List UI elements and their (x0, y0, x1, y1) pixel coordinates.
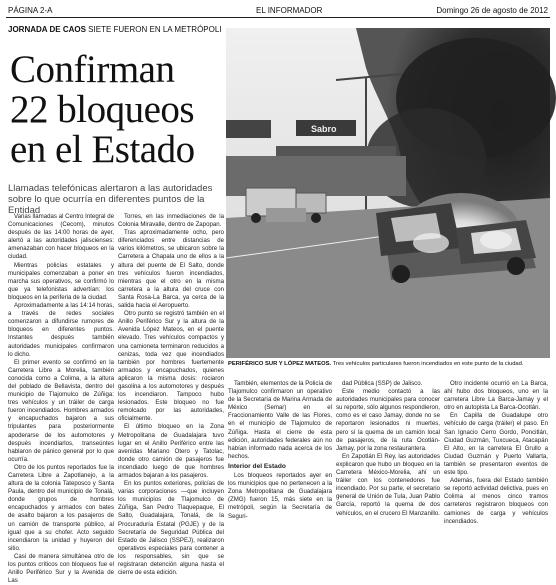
page-label: PÁGINA 2-A (8, 6, 53, 15)
paragraph: El primer evento se confirmó en la Carretera Libre a Morelia, también conocida como a Colima, a la altura del poblado de Bellavista, dentro del municipio de Tlajomulco de Zúñiga: tres vehículos y un tráiler de carga fueron incendiados. Hombres armados y encapuchados bajaron a sus tripulantes para posteriormente apoderarse de los automotores y después incendiarlos, transeúntes hablaron de pánico general por lo que ocurría. (8, 358, 114, 463)
text-column-4 (336, 380, 440, 517)
headline (10, 50, 225, 170)
paragraph: En Zapotlán El Rey, las autoridades explicaron que hubo un bloqueo en la Carretera México-Morelia, ahí un tráiler con los contenedores fue incendiado. Por su parte, el secretario general de Unión de Tula, Juan Pablo García, reportó la quema de dos vehículos, en el crucero El Manzanillo. (336, 452, 440, 517)
headline-line: 22 bloqueos (10, 88, 195, 131)
paragraph: Mientras policías estatales y municipales comenzaban a poner en marcha sus operativos, se confirmó lo que ya telefonistas advertían: los bloqueos en la periferia de la ciudad. (8, 261, 114, 301)
paragraph: Los bloqueos reportados ayer en los municipios que no pertenecen a la Zona Metropolitana de Guadalajara (ZMG) fueron 15, más siete en la metrópoli, según la Secretaría de Seguri- (228, 472, 332, 520)
paragraph: Varias llamadas al Centro Integral de Comunicaciones (Cecom), minutos después de las 14:00 horas de ayer, alertó a las autoridades jaliscienses: amenazaban con hacer bloqueos en la ciudad. (8, 213, 114, 261)
caption-text: Tres vehículos particulares fueron incendiados en este punto de la ciudad. (332, 361, 524, 367)
text-column-1 (8, 213, 114, 585)
kicker-rest: SIETE FUERON EN LA METRÓPOLI (88, 25, 222, 34)
paragraph: Este medio contactó a las autoridades municipales para conocer su reporte, sólo algunos respondieron, como es el caso Jamay, donde no se reportaron lesionados ni muertes, pero sí la quema de un camión local de pasajeros, de la ruta Ocotlán-Jamay, por la zona restaurantera. (336, 388, 440, 452)
paragraph: En los puntos exteriores, policías de varias corporaciones —que incluyen los municipios de Tlajomulco de Zúñiga, San Pedro Tlaquepaque, El Salto, Guadalajara, Tonalá, de la Procuraduría Estatal (PGJE) y de la Secretaría de Seguridad Pública del Estado de Jalisco (SSPEJ), realizaron operativos especiales para contener a los responsables, sin que se registraran detención alguna hasta el cierre de esta edición. (118, 480, 224, 577)
news-photo (226, 28, 550, 358)
billboard-text: Sabro (311, 124, 337, 134)
headline-line: Confirman (10, 48, 175, 91)
header-rule (6, 17, 550, 18)
issue-date: Domingo 26 de agosto de 2012 (436, 6, 548, 15)
kicker-bold: JORNADA DE CAOS (8, 25, 86, 34)
headline-line: en el Estado (10, 128, 195, 171)
paragraph: El último bloqueo en la Zona Metropolitana de Guadalajara tuvo lugar en el Anillo Periférico entre las avenidas Mariano Otero y Tatolac, donde otro camión de pasajeros fue incendiado luego de que hombres armados bajaran a los pasajeros. (118, 423, 224, 479)
paragraph: Torres, en las inmediaciones de la Colonia Miravalle, dentro de Zapopan. (118, 213, 224, 229)
caption-credit: PERIFÉRICO SUR Y LÓPEZ MATEOS. (228, 361, 332, 367)
section-subhead: Interior del Estado (228, 462, 286, 470)
photo-caption (228, 361, 548, 368)
page-header (6, 4, 550, 16)
paragraph: Otro incidente ocurrió en La Barca, ahí hubo dos bloqueos, uno en la carretera Libre La Barca-Jamay y el otro en autopista La Barca-Ocotlán. (444, 380, 548, 412)
text-column-2 (118, 213, 224, 577)
newspaper-name: EL INFORMADOR (256, 6, 323, 15)
paragraph: En Capilla de Guadalupe otro vehículo de carga (tráiler) el paso. En San Ignacio Cerro Gordo, Poncitlán, Ciudad Guzmán, Tuxcueca, Atacapán El Alto, en la carretera El Grullo a Ciudad Guzmán y Puerto Vallarta, también se presentaron eventos de este tipo. (444, 412, 548, 477)
paragraph: Casi de manera simultánea otro de los puntos críticos con bloqueos fue el Anillo Periférico Sur y la Avenida de Las (8, 552, 114, 585)
subheadline: Llamadas telefónicas alertaron a las autoridades sobre lo que ocurría en diferentes puntos de la Entidad (8, 183, 213, 216)
burning-cars-photo (226, 28, 550, 358)
paragraph: Otro de los puntos reportados fue la Carretera Libre a Zapotlanejo, a la altura de la colonia Tateposco y Santa Paula, dentro del municipio de Tonalá, donde grupos de hombres encapuchados y armados con bates de asalto bajaron a los pasajeros de un camión de transporte público, al igual que a su chofer. Acto seguido incendiaron la unidad y huyeron del sitio. (8, 463, 114, 552)
paragraph: Tras aproximadamente ocho, pero diferenciados entre distancias de varios kilómetros, se ubicaron sobre la Carretera a Chapala uno de ellos a la altura del puente de El Salto, donde tres vehículos fueron incendiados, mientras que el otro en la misma carretera a la altura del cruce con Santa Rosa-La Barca, ya cerca de la salida hacia el Aeropuerto. (118, 229, 224, 310)
paragraph: Otro punto se registró también en el Anillo Periférico Sur y la altura de la Avenida López Mateos, en el puente elevado. Tres vehículos compactos y una camioneta terminaron reducidos a cenizas, toda vez que incendiados también por hombres fuertemente armados y encapuchados, quienes aplicaron la misma dosis: rociaron gasolina a los automotores y después los incendiaron. Tampoco hubo lesionados. Este bloqueo no fue remolcado por las autoridades, oficialmente. (118, 310, 224, 423)
paragraph: Aproximadamente a las 14:14 horas, a través de redes sociales comenzaron a difundirse rumores de bloqueos en diferentes puntos. Instantes después también autoridades municipales confirmaron lo dicho. (8, 302, 114, 358)
text-column-3 (228, 380, 332, 520)
paragraph: Además, fuera del Estado también se reportó actividad delictiva, pues en Colima al menos cinco tramos carreteros registraron bloqueos con camiones de carga y vehículos incendiados. (444, 477, 548, 525)
paragraph: También, elementos de la Policía de Tlajomulco confirmaron un operativo de la Secretaría de Marina Armada de México (Semar) en el Fraccionamiento Valle de las Flores, en el municipio de Tlajomulco de Zúñiga. Hasta el cierre de esta edición, autoridades federales aún no habían informado nada acerca de los hechos. (228, 380, 332, 460)
kicker (8, 25, 222, 34)
paragraph: dad Pública (SSP) de Jalisco. (342, 380, 423, 387)
text-column-5 (444, 380, 548, 525)
